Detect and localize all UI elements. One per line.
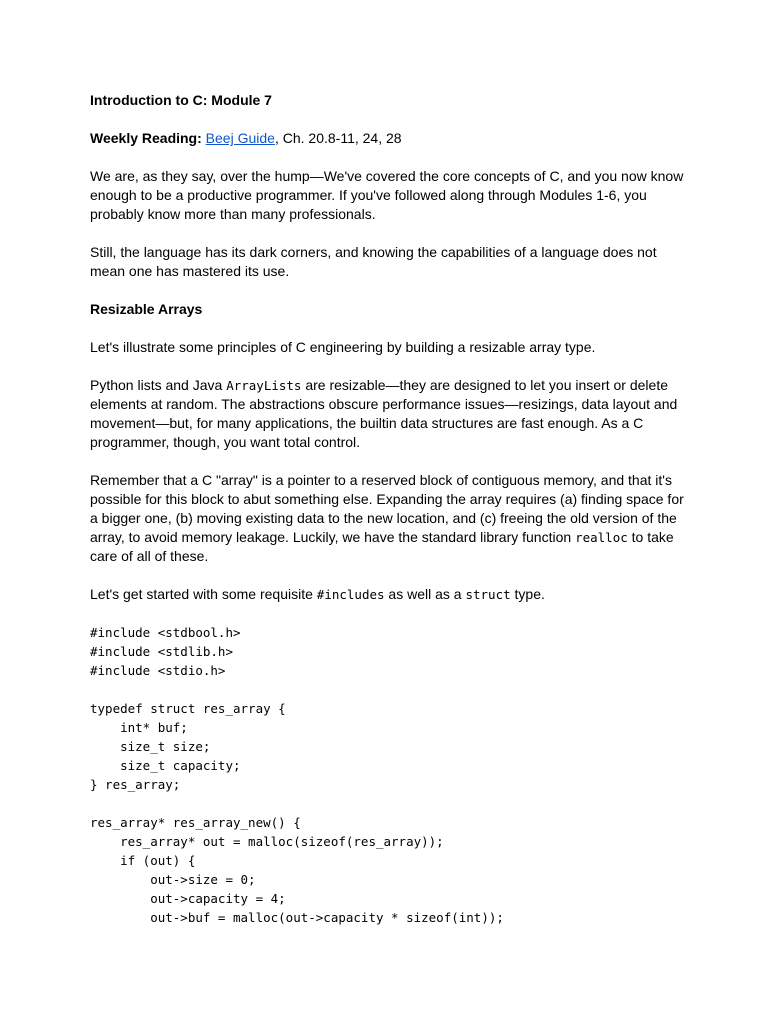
includes-code: #includes	[316, 587, 385, 602]
code-block: #include <stdbool.h> #include <stdlib.h> #include <stdio.h> typedef struct res_array { int* buf; size_t size; size_t capacity; } res_array; res_array* res_array_new() { res_array* out = malloc(sizeof(res_array)); if (out) { out->size = 0; out->capacity = 4; out->buf = malloc(out->capacity * sizeof(int));	[90, 625, 504, 925]
weekly-reading-line	[90, 129, 690, 148]
paragraph-includes	[90, 585, 690, 604]
p4-text-before: Python lists and Java	[90, 377, 227, 393]
paragraph-illustrate: Let's illustrate some principles of C engineering by building a resizable array type.	[90, 339, 596, 355]
section-heading-resizable-arrays: Resizable Arrays	[90, 301, 203, 317]
document-page	[90, 91, 690, 927]
paragraph-c-array	[90, 471, 690, 566]
p5-text-after: to take care of all of these.	[90, 529, 674, 564]
p6-text-before: Let's get started with some requisite	[90, 586, 317, 602]
document-title: Introduction to C: Module 7	[90, 92, 272, 108]
realloc-code: realloc	[575, 530, 628, 545]
p6-text-after: type.	[510, 586, 545, 602]
paragraph-python-java	[90, 376, 690, 452]
p5-text-before: Remember that a C "array" is a pointer to a reserved block of contiguous memory, and that it's possible for this block to abut something else. Expanding the array requires (a) finding space for a bigger one, (b) moving existing data to the new location, and (c) freeing the old version of the array, to avoid memory leakage. Luckily, we have the standard library function	[90, 472, 684, 545]
weekly-reading-chapters: , Ch. 20.8-11, 24, 28	[274, 130, 402, 146]
intro-paragraph-2: Still, the language has its dark corners, and knowing the capabilities of a language does not mean one has mastered its use.	[90, 244, 657, 279]
intro-paragraph-1: We are, as they say, over the hump—We've covered the core concepts of C, and you now know enough to be a productive programmer. If you've followed along through Modules 1-6, you probably know more than many professionals.	[90, 168, 684, 222]
arraylists-code: ArrayLists	[226, 378, 302, 393]
p4-text-after: are resizable—they are designed to let you insert or delete elements at random. The abstractions obscure performance issues—resizings, data layout and movement—but, for many applications, the builtin data structures are fast enough. As a C programmer, though, you want total control.	[90, 377, 678, 450]
weekly-reading-label: Weekly Reading:	[90, 130, 202, 146]
struct-code: struct	[465, 587, 511, 602]
beej-guide-link[interactable]: Beej Guide	[205, 130, 275, 146]
p6-text-middle: as well as a	[384, 586, 466, 602]
